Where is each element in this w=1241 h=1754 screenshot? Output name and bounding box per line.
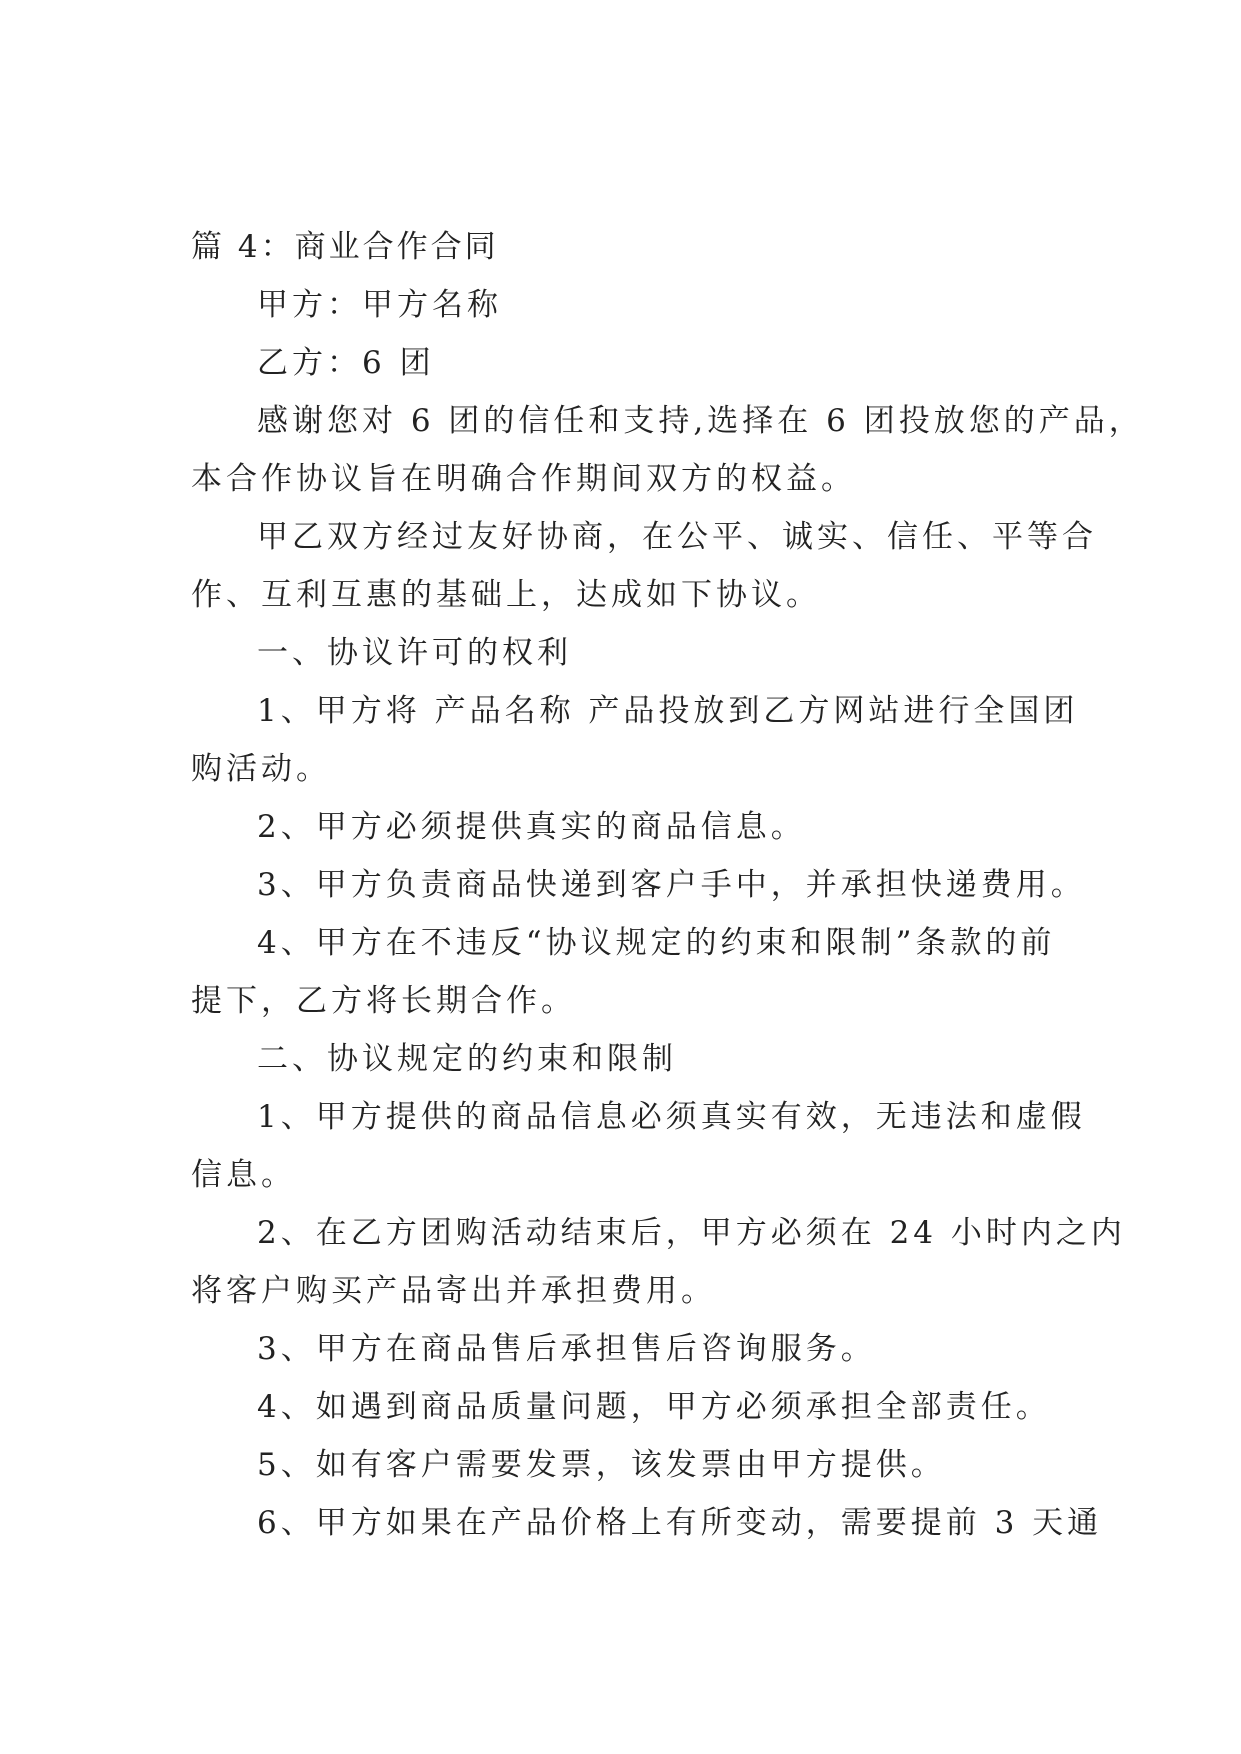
section-heading: 一、协议许可的权利 [257, 635, 572, 671]
clause-line: 将客户购买产品寄出并承担费用。 [191, 1273, 716, 1309]
clause-line: 1、甲方将 产品名称 产品投放到乙方网站进行全国团 [257, 693, 1079, 729]
document-body [191, 218, 1144, 1552]
clause-line: 2、在乙方团购活动结束后，甲方必须在 24 小时内之内 [257, 1215, 1126, 1251]
document-title: 篇 4：商业合作合同 [191, 229, 499, 265]
clause-line: 3、甲方负责商品快递到客户手中，并承担快递费用。 [257, 867, 1086, 903]
clause-line: 3、甲方在商品售后承担售后咨询服务。 [257, 1331, 876, 1367]
paragraph-line: 本合作协议旨在明确合作期间双方的权益。 [191, 461, 856, 497]
paragraph-line: 甲乙双方经过友好协商，在公平、诚实、信任、平等合 [257, 519, 1097, 555]
party-b-line: 乙方：6 团 [257, 345, 435, 381]
clause-line: 2、甲方必须提供真实的商品信息。 [257, 809, 806, 845]
party-a-line: 甲方：甲方名称 [257, 287, 502, 323]
clause-line: 4、甲方在不违反“协议规定的约束和限制”条款的前 [257, 925, 1056, 961]
clause-line: 购活动。 [191, 751, 331, 787]
section-heading: 二、协议规定的约束和限制 [257, 1041, 677, 1077]
clause-line: 信息。 [191, 1157, 296, 1193]
clause-line: 4、如遇到商品质量问题，甲方必须承担全部责任。 [257, 1389, 1051, 1425]
clause-line: 1、甲方提供的商品信息必须真实有效，无违法和虚假 [257, 1099, 1086, 1135]
paragraph-line: 感谢您对 6 团的信任和支持,选择在 6 团投放您的产品， [257, 403, 1144, 439]
clause-line: 6、甲方如果在产品价格上有所变动，需要提前 3 天通 [257, 1505, 1103, 1541]
paragraph-line: 作、互利互惠的基础上，达成如下协议。 [191, 577, 821, 613]
clause-line: 提下，乙方将长期合作。 [191, 983, 576, 1019]
clause-line: 5、如有客户需要发票，该发票由甲方提供。 [257, 1447, 946, 1483]
